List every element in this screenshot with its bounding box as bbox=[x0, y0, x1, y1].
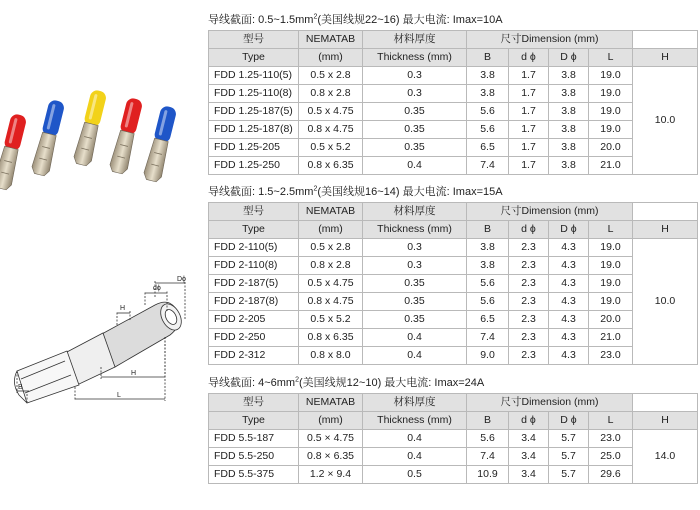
cell-type: FDD 2-187(5) bbox=[209, 275, 299, 293]
header-tab-bottom: (mm) bbox=[299, 221, 363, 239]
table-row bbox=[209, 329, 698, 347]
header-D: D ϕ bbox=[549, 221, 589, 239]
cell-b: 3.8 bbox=[467, 239, 509, 257]
header-blank bbox=[633, 31, 698, 49]
dimension-drawing bbox=[5, 275, 205, 415]
cell-b: 7.4 bbox=[467, 157, 509, 175]
header-blank bbox=[633, 394, 698, 412]
cell-type: FDD 5.5-187 bbox=[209, 430, 299, 448]
terminal-4 bbox=[109, 97, 145, 175]
cell-l: 20.0 bbox=[589, 311, 633, 329]
cell-h-value: 10.0 bbox=[633, 239, 698, 365]
cell-b: 5.6 bbox=[467, 430, 509, 448]
table-row bbox=[209, 239, 698, 257]
header-model-en: Type bbox=[209, 412, 299, 430]
table-row bbox=[209, 466, 698, 484]
cell-thickness: 0.3 bbox=[363, 239, 467, 257]
cell-thickness: 0.4 bbox=[363, 430, 467, 448]
table-row bbox=[209, 293, 698, 311]
cell-b: 9.0 bbox=[467, 347, 509, 365]
header-thickness-en: Thickness (mm) bbox=[363, 49, 467, 67]
cell-tab: 0.8 x 4.75 bbox=[299, 121, 363, 139]
header-d: d ϕ bbox=[509, 412, 549, 430]
cell-d: 2.3 bbox=[509, 329, 549, 347]
cell-type: FDD 2-110(5) bbox=[209, 239, 299, 257]
cell-tab: 0.5 × 4.75 bbox=[299, 430, 363, 448]
cell-D: 5.7 bbox=[549, 466, 589, 484]
cell-D: 4.3 bbox=[549, 239, 589, 257]
cell-d: 3.4 bbox=[509, 430, 549, 448]
header-model-en: Type bbox=[209, 49, 299, 67]
table-row bbox=[209, 430, 698, 448]
cell-tab: 0.8 x 2.8 bbox=[299, 85, 363, 103]
cell-b: 6.5 bbox=[467, 311, 509, 329]
cell-b: 7.4 bbox=[467, 329, 509, 347]
cell-tab: 0.8 x 6.35 bbox=[299, 157, 363, 175]
cell-b: 5.6 bbox=[467, 121, 509, 139]
spec-table-2 bbox=[208, 202, 698, 365]
terminal-2 bbox=[31, 99, 67, 177]
cell-thickness: 0.35 bbox=[363, 103, 467, 121]
cell-type: FDD 1.25-187(5) bbox=[209, 103, 299, 121]
cell-d: 2.3 bbox=[509, 293, 549, 311]
cell-thickness: 0.35 bbox=[363, 275, 467, 293]
header-model-en: Type bbox=[209, 221, 299, 239]
header-D: D ϕ bbox=[549, 412, 589, 430]
cell-D: 3.8 bbox=[549, 157, 589, 175]
header-tab-top: NEMATAB bbox=[299, 394, 363, 412]
label-b: B bbox=[18, 384, 23, 391]
table-header-row bbox=[209, 31, 698, 49]
terminal-1 bbox=[0, 113, 28, 191]
header-b: B bbox=[467, 221, 509, 239]
section-2-title: 导线截面: $1.5\sim 2.5mm^2$(美国线规16~14) 最大电流: Imax=15A bbox=[208, 185, 503, 198]
header-thickness-en: Thickness (mm) bbox=[363, 221, 467, 239]
header-h: H bbox=[633, 221, 698, 239]
label-h: H bbox=[131, 370, 137, 377]
cell-b: 5.6 bbox=[467, 103, 509, 121]
cell-b: 7.4 bbox=[467, 448, 509, 466]
header-b: B bbox=[467, 49, 509, 67]
cell-thickness: 0.4 bbox=[363, 157, 467, 175]
cell-b: 3.8 bbox=[467, 257, 509, 275]
cell-tab: 0.8 x 2.8 bbox=[299, 257, 363, 275]
cell-d: 2.3 bbox=[509, 275, 549, 293]
cell-l: 23.0 bbox=[589, 347, 633, 365]
cell-thickness: 0.35 bbox=[363, 139, 467, 157]
header-tab-bottom: (mm) bbox=[299, 412, 363, 430]
cell-tab: 0.8 × 6.35 bbox=[299, 448, 363, 466]
spec-table-1 bbox=[208, 30, 698, 175]
cell-D: 5.7 bbox=[549, 448, 589, 466]
spec-table-3 bbox=[208, 393, 698, 484]
header-h: H bbox=[633, 49, 698, 67]
section-3-title: 导线截面: $4\sim 6mm^2$(美国线规12~10) 最大电流: Imax=24A bbox=[208, 376, 485, 389]
table-row bbox=[209, 85, 698, 103]
cell-d: 3.4 bbox=[509, 466, 549, 484]
cell-thickness: 0.4 bbox=[363, 347, 467, 365]
cell-b: 5.6 bbox=[467, 293, 509, 311]
cell-l: 21.0 bbox=[589, 329, 633, 347]
table-row bbox=[209, 157, 698, 175]
table-row bbox=[209, 103, 698, 121]
cell-h-value: 14.0 bbox=[633, 430, 698, 484]
header-l: L bbox=[589, 221, 633, 239]
cell-type: FDD 1.25-110(8) bbox=[209, 85, 299, 103]
table-row bbox=[209, 67, 698, 85]
header-b: B bbox=[467, 412, 509, 430]
header-model-cn: 型号 bbox=[209, 394, 299, 412]
table-row bbox=[209, 275, 698, 293]
cell-type: FDD 1.25-250 bbox=[209, 157, 299, 175]
header-d: d ϕ bbox=[509, 49, 549, 67]
cell-l: 25.0 bbox=[589, 448, 633, 466]
header-model-cn: 型号 bbox=[209, 31, 299, 49]
cell-h-value: 10.0 bbox=[633, 67, 698, 175]
cell-tab: 0.5 x 4.75 bbox=[299, 275, 363, 293]
cell-D: 4.3 bbox=[549, 329, 589, 347]
label-h-dim: H bbox=[120, 305, 126, 312]
cell-l: 23.0 bbox=[589, 430, 633, 448]
cell-type: FDD 5.5-250 bbox=[209, 448, 299, 466]
cell-b: 3.8 bbox=[467, 67, 509, 85]
header-blank bbox=[633, 203, 698, 221]
cell-l: 19.0 bbox=[589, 293, 633, 311]
cell-type: FDD 1.25-187(8) bbox=[209, 121, 299, 139]
cell-d: 2.3 bbox=[509, 239, 549, 257]
cell-thickness: 0.35 bbox=[363, 121, 467, 139]
cell-l: 19.0 bbox=[589, 67, 633, 85]
cell-tab: 0.8 x 8.0 bbox=[299, 347, 363, 365]
cell-D: 3.8 bbox=[549, 85, 589, 103]
table-row bbox=[209, 121, 698, 139]
header-d: d ϕ bbox=[509, 221, 549, 239]
cell-d: 1.7 bbox=[509, 157, 549, 175]
section-1-title: 导线截面: $0.5\sim 1.5mm^2$(美国线规22~16) 最大电流: Imax=10A bbox=[208, 13, 503, 26]
cell-l: 21.0 bbox=[589, 157, 633, 175]
cell-type: FDD 1.25-110(5) bbox=[209, 67, 299, 85]
table-header-row bbox=[209, 394, 698, 412]
header-tab-top: NEMATAB bbox=[299, 31, 363, 49]
cell-l: 19.0 bbox=[589, 239, 633, 257]
cell-b: 5.6 bbox=[467, 275, 509, 293]
cell-l: 29.6 bbox=[589, 466, 633, 484]
product-photo bbox=[0, 60, 205, 200]
label-l: L bbox=[117, 392, 121, 399]
cell-l: 19.0 bbox=[589, 103, 633, 121]
cell-d: 1.7 bbox=[509, 85, 549, 103]
header-tab-bottom: (mm) bbox=[299, 49, 363, 67]
header-dimension: 尺寸Dimension (mm) bbox=[467, 203, 633, 221]
cell-d: 1.7 bbox=[509, 103, 549, 121]
cell-l: 19.0 bbox=[589, 257, 633, 275]
cell-l: 19.0 bbox=[589, 85, 633, 103]
cell-d: 2.3 bbox=[509, 311, 549, 329]
cell-thickness: 0.5 bbox=[363, 466, 467, 484]
cell-tab: 1.2 × 9.4 bbox=[299, 466, 363, 484]
table-row bbox=[209, 448, 698, 466]
table-subheader-row bbox=[209, 412, 698, 430]
cell-d: 2.3 bbox=[509, 257, 549, 275]
cell-D: 3.8 bbox=[549, 67, 589, 85]
table-row bbox=[209, 347, 698, 365]
label-D: Dϕ bbox=[177, 276, 186, 283]
cell-l: 20.0 bbox=[589, 139, 633, 157]
cell-thickness: 0.3 bbox=[363, 67, 467, 85]
cell-thickness: 0.4 bbox=[363, 448, 467, 466]
cell-D: 4.3 bbox=[549, 293, 589, 311]
header-thickness-cn: 材料厚度 bbox=[363, 31, 467, 49]
cell-d: 3.4 bbox=[509, 448, 549, 466]
cell-b: 6.5 bbox=[467, 139, 509, 157]
terminal-3 bbox=[73, 89, 109, 167]
cell-l: 19.0 bbox=[589, 121, 633, 139]
header-l: L bbox=[589, 49, 633, 67]
cell-D: 3.8 bbox=[549, 121, 589, 139]
table-subheader-row bbox=[209, 221, 698, 239]
cell-thickness: 0.4 bbox=[363, 329, 467, 347]
cell-D: 4.3 bbox=[549, 275, 589, 293]
cell-D: 3.8 bbox=[549, 103, 589, 121]
table-subheader-row bbox=[209, 49, 698, 67]
cell-D: 4.3 bbox=[549, 347, 589, 365]
cell-tab: 0.5 x 2.8 bbox=[299, 67, 363, 85]
cell-d: 1.7 bbox=[509, 121, 549, 139]
cell-tab: 0.8 x 4.75 bbox=[299, 293, 363, 311]
cell-D: 4.3 bbox=[549, 311, 589, 329]
cell-b: 10.9 bbox=[467, 466, 509, 484]
cell-D: 5.7 bbox=[549, 430, 589, 448]
header-thickness-cn: 材料厚度 bbox=[363, 203, 467, 221]
cell-d: 2.3 bbox=[509, 347, 549, 365]
header-h: H bbox=[633, 412, 698, 430]
cell-tab: 0.8 x 6.35 bbox=[299, 329, 363, 347]
header-tab-top: NEMATAB bbox=[299, 203, 363, 221]
cell-tab: 0.5 x 2.8 bbox=[299, 239, 363, 257]
cell-d: 1.7 bbox=[509, 67, 549, 85]
header-l: L bbox=[589, 412, 633, 430]
header-thickness-cn: 材料厚度 bbox=[363, 394, 467, 412]
label-d: dϕ bbox=[153, 285, 161, 292]
cell-type: FDD 2-205 bbox=[209, 311, 299, 329]
cell-thickness: 0.3 bbox=[363, 257, 467, 275]
cell-thickness: 0.35 bbox=[363, 293, 467, 311]
table-row bbox=[209, 257, 698, 275]
cell-tab: 0.5 x 5.2 bbox=[299, 139, 363, 157]
cell-type: FDD 2-250 bbox=[209, 329, 299, 347]
header-dimension: 尺寸Dimension (mm) bbox=[467, 394, 633, 412]
header-thickness-en: Thickness (mm) bbox=[363, 412, 467, 430]
cell-type: FDD 2-110(8) bbox=[209, 257, 299, 275]
cell-type: FDD 2-312 bbox=[209, 347, 299, 365]
cell-l: 19.0 bbox=[589, 275, 633, 293]
header-D: D ϕ bbox=[549, 49, 589, 67]
cell-tab: 0.5 x 5.2 bbox=[299, 311, 363, 329]
terminal-5 bbox=[143, 105, 179, 183]
cell-tab: 0.5 x 4.75 bbox=[299, 103, 363, 121]
header-dimension: 尺寸Dimension (mm) bbox=[467, 31, 633, 49]
cell-d: 1.7 bbox=[509, 139, 549, 157]
cell-type: FDD 5.5-375 bbox=[209, 466, 299, 484]
table-header-row bbox=[209, 203, 698, 221]
table-row bbox=[209, 139, 698, 157]
cell-D: 4.3 bbox=[549, 257, 589, 275]
header-model-cn: 型号 bbox=[209, 203, 299, 221]
cell-thickness: 0.35 bbox=[363, 311, 467, 329]
cell-type: FDD 1.25-205 bbox=[209, 139, 299, 157]
cell-thickness: 0.3 bbox=[363, 85, 467, 103]
cell-b: 3.8 bbox=[467, 85, 509, 103]
cell-type: FDD 2-187(8) bbox=[209, 293, 299, 311]
table-row bbox=[209, 311, 698, 329]
cell-D: 3.8 bbox=[549, 139, 589, 157]
